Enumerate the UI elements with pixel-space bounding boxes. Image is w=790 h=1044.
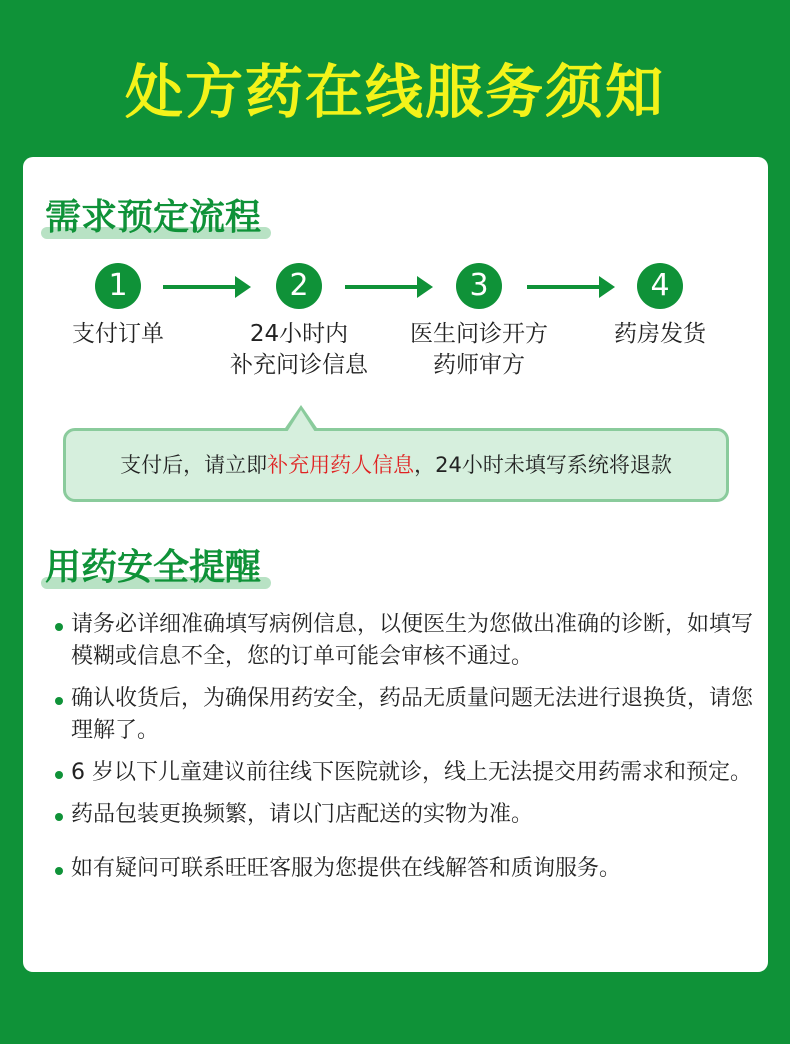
step-2-label: 24小时内 补充问诊信息 — [230, 321, 368, 378]
payment-note-text: 支付后，请立即补充用药人信息，24小时未填写系统将退款 — [120, 453, 672, 477]
highlight-text: 补充用药人信息 — [267, 453, 415, 477]
arrow-right-icon — [163, 285, 247, 289]
section-title-safety-reminder: 用药安全提醒 — [41, 545, 265, 591]
step-1-label: 支付订单 — [72, 321, 164, 347]
bullet-icon — [55, 813, 63, 821]
section-title-booking-process: 需求预定流程 — [41, 195, 265, 241]
step-1-badge: 1 — [95, 263, 141, 309]
list-item: 请务必详细准确填写病例信息，以便医生为您做出准确的诊断，如填写模糊或信息不全，您的订单可能会审核不通过。 — [53, 609, 753, 673]
info-card — [23, 157, 768, 972]
step-3-label: 医生问诊开方 药师审方 — [410, 321, 548, 378]
bullet-icon — [55, 697, 63, 705]
arrow-right-icon — [527, 285, 611, 289]
bullet-icon — [55, 623, 63, 631]
step-3-badge: 3 — [456, 263, 502, 309]
step-4-badge: 4 — [637, 263, 683, 309]
bullet-icon — [55, 771, 63, 779]
process-steps — [23, 257, 768, 387]
list-item: 药品包装更换频繁，请以门店配送的实物为准。 — [53, 799, 753, 831]
arrow-right-icon — [345, 285, 429, 289]
step-2-badge: 2 — [276, 263, 322, 309]
list-item: 6 岁以下儿童建议前往线下医院就诊，线上无法提交用药需求和预定。 — [53, 757, 753, 789]
payment-note-callout — [63, 428, 729, 502]
page-title: 处方药在线服务须知 — [124, 58, 665, 126]
step-4-label: 药房发货 — [614, 321, 706, 347]
list-item: 确认收货后，为确保用药安全，药品无质量问题无法进行退换货，请您理解了。 — [53, 683, 753, 747]
bullet-icon — [55, 867, 63, 875]
list-item: 如有疑问可联系旺旺客服为您提供在线解答和质询服务。 — [53, 853, 753, 885]
safety-tips-list — [53, 609, 753, 895]
